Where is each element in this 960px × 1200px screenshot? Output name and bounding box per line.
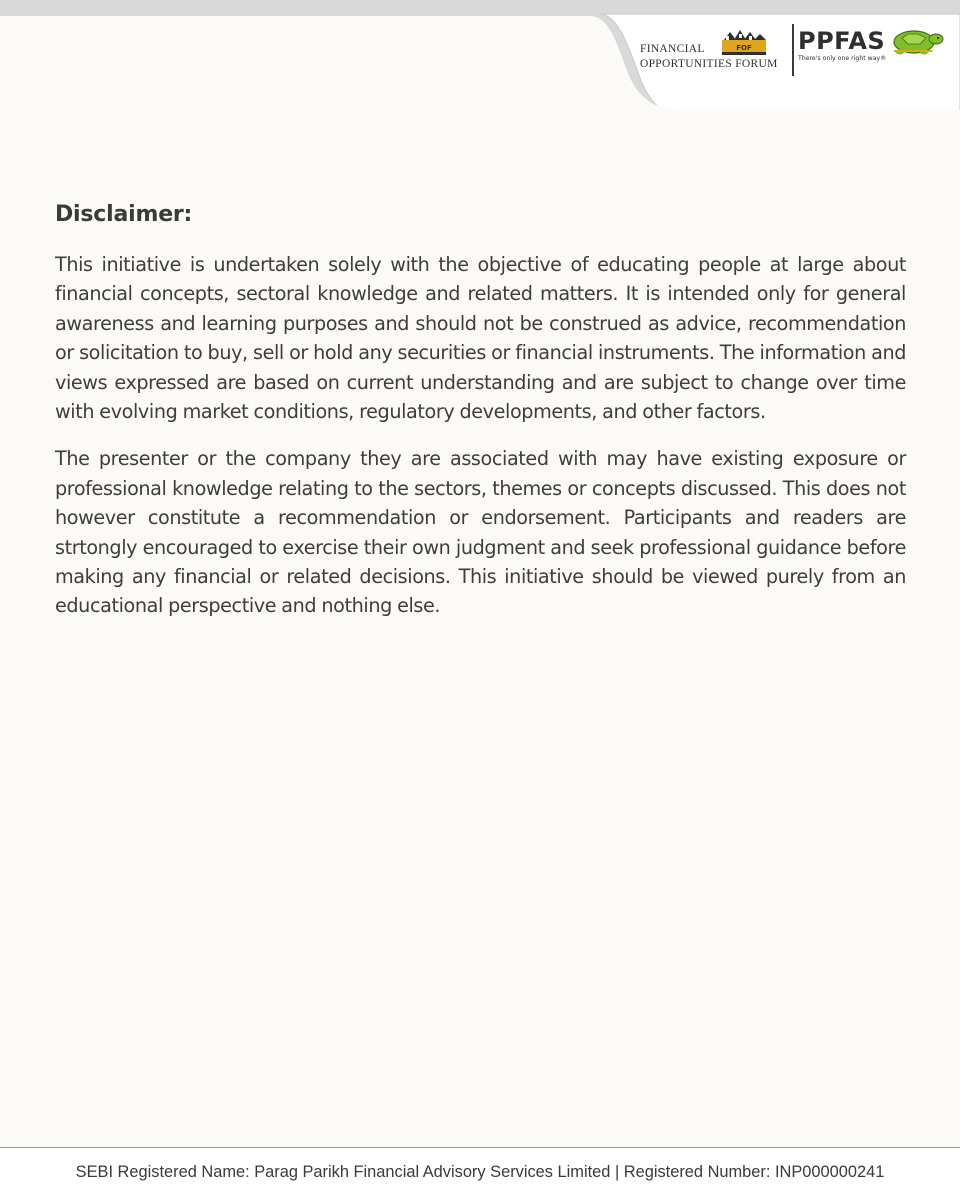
ppfas-wordmark: PPFAS bbox=[798, 27, 886, 55]
logo-divider bbox=[792, 24, 794, 76]
disclaimer-heading: Disclaimer: bbox=[55, 202, 193, 227]
disclaimer-paragraph-1: This initiative is undertaken solely with the objective of educating people at large about financial concepts, sectoral knowledge and related matters. It is intended only for general awareness and learning purposes and should not be construed as advice, recommendation or solicitation to buy, sell or hold any securities or financial instruments. The information and views expressed are based on current understanding and are subject to change over time with evolving market conditions, regulatory developments, and other factors. bbox=[55, 253, 906, 424]
disclaimer-paragraph-2: The presenter or the company they are associated with may have existing exposure or professional knowledge relating to the sectors, themes or concepts discussed. This does not however constitute a recommendation or endorsement. Participants and readers are strtongly encouraged to exercise their own judgment and seek professional guidance before making any financial or related decisions. This initiative should be viewed purely from an educational perspective and nothing else. bbox=[55, 447, 906, 618]
ppfas-tagline: There's only one right way® bbox=[798, 55, 887, 62]
sebi-registration-text: SEBI Registered Name: Parag Parikh Financial Advisory Services Limited | Registered Number: INP000000241 bbox=[75, 1163, 885, 1181]
header-logos bbox=[640, 22, 950, 78]
fof-badge: FOF bbox=[736, 44, 752, 52]
house-row-icon bbox=[720, 26, 768, 56]
fof-line-2: OPPORTUNITIES FORUM bbox=[640, 58, 778, 70]
disclaimer-section bbox=[55, 200, 906, 639]
turtle-icon bbox=[888, 26, 946, 56]
fof-line-1: FINANCIAL bbox=[640, 43, 705, 55]
footer-bar bbox=[0, 1147, 960, 1200]
